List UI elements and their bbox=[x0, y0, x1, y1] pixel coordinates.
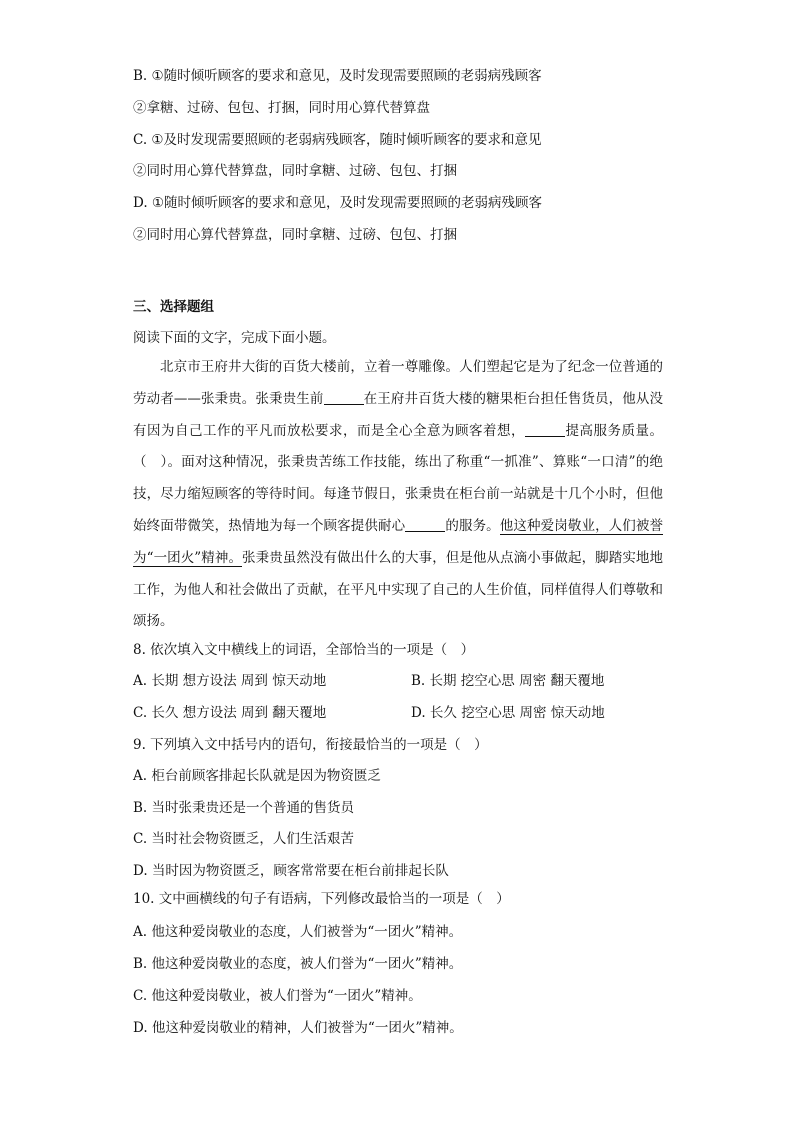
passage-text: 在王府井百货大楼的糖果柜台担任售货员，他从没有因为自己工作的平凡而放松要求，而是全心全意为顾客着想， bbox=[133, 390, 664, 439]
fill-blank-1 bbox=[324, 390, 364, 405]
question-9-option-b: B. 当时张秉贵还是一个普通的售货员 bbox=[133, 800, 355, 816]
question-10-option-a: A. 他这种爱岗敬业的态度，人们被誉为“一团火”精神。 bbox=[133, 924, 463, 940]
question-10-option-b: B. 他这种爱岗敬业的态度，被人们誉为“一团火”精神。 bbox=[133, 956, 463, 972]
passage-text: 北京市王府井大街的百货大楼前，立着一尊雕像。人们塑起它是为了纪念一位普通的劳动者——张秉贵。张秉贵生前 bbox=[133, 359, 663, 407]
question-10-option-d: D. 他这种爱岗敬业的精神，人们被誉为“一团火”精神。 bbox=[133, 1020, 463, 1036]
question-8-option-c: C. 长久 想方设法 周到 翻天覆地 bbox=[133, 705, 327, 721]
option-c-line2: ②同时用心算代替算盘，同时拿糖、过磅、包包、打捆 bbox=[133, 163, 457, 179]
question-10-stem: 10. 文中画横线的句子有语病，下列修改最恰当的一项是（ ） bbox=[133, 891, 510, 907]
option-b-line2: ②拿糖、过磅、包包、打捆，同时用心算代替算盘 bbox=[133, 100, 430, 116]
fill-blank-2 bbox=[525, 422, 565, 437]
passage-text: 提高服务质量。（ ）。面对这种情况，张秉贵苦练工作技能，练出了称重“一抓准”、算账“一口清”的绝技，尽力缩短顾客的等待时间。每逢节假日，张秉贵在柜台前一站就是十几个小时，但他始终面带微笑，热情地为每一个顾客提供耐心 bbox=[133, 422, 663, 534]
underlined-sentence: 他这种爱岗敬业，人们被誉为“一团火”精神。 bbox=[133, 517, 664, 566]
question-8-option-a: A. 长期 想方设法 周到 惊天动地 bbox=[133, 673, 327, 689]
question-8-option-b: B. 长期 挖空心思 周密 翻天覆地 bbox=[411, 673, 605, 689]
passage-text: 张秉贵虽然没有做出什么的大事，但是他从点滴小事做起，脚踏实地地工作，为他人和社会做出了贡献，在平凡中实现了自己的人生价值，同样值得人们尊敬和颂扬。 bbox=[133, 549, 663, 630]
question-10-option-c: C. 他这种爱岗敬业，被人们誉为“一团火”精神。 bbox=[133, 988, 422, 1004]
question-8-stem: 8. 依次填入文中横线上的词语，全部恰当的一项是（ ） bbox=[133, 642, 475, 658]
option-d-line2: ②同时用心算代替算盘，同时拿糖、过磅、包包、打捆 bbox=[133, 227, 457, 243]
passage-text: 的服务。 bbox=[445, 517, 500, 534]
question-9-option-a: A. 柜台前顾客排起长队就是因为物资匮乏 bbox=[133, 768, 381, 784]
question-9-stem: 9. 下列填入文中括号内的语句，衔接最恰当的一项是（ ） bbox=[133, 737, 488, 753]
reading-passage bbox=[133, 352, 663, 638]
question-9-option-d: D. 当时因为物资匮乏，顾客常常要在柜台前排起长队 bbox=[133, 863, 449, 879]
question-8-option-d: D. 长久 挖空心思 周密 惊天动地 bbox=[411, 705, 605, 721]
section-instruction: 阅读下面的文字，完成下面小题。 bbox=[133, 330, 336, 346]
section-title: 三、选择题组 bbox=[133, 299, 214, 315]
option-b-line1: B. ①随时倾听顾客的要求和意见，及时发现需要照顾的老弱病残顾客 bbox=[133, 68, 542, 84]
option-d-line1: D. ①随时倾听顾客的要求和意见，及时发现需要照顾的老弱病残顾客 bbox=[133, 195, 543, 211]
fill-blank-3 bbox=[405, 517, 445, 532]
question-9-option-c: C. 当时社会物资匮乏，人们生活艰苦 bbox=[133, 831, 354, 847]
option-c-line1: C. ①及时发现需要照顾的老弱病残顾客，随时倾听顾客的要求和意见 bbox=[133, 132, 542, 148]
